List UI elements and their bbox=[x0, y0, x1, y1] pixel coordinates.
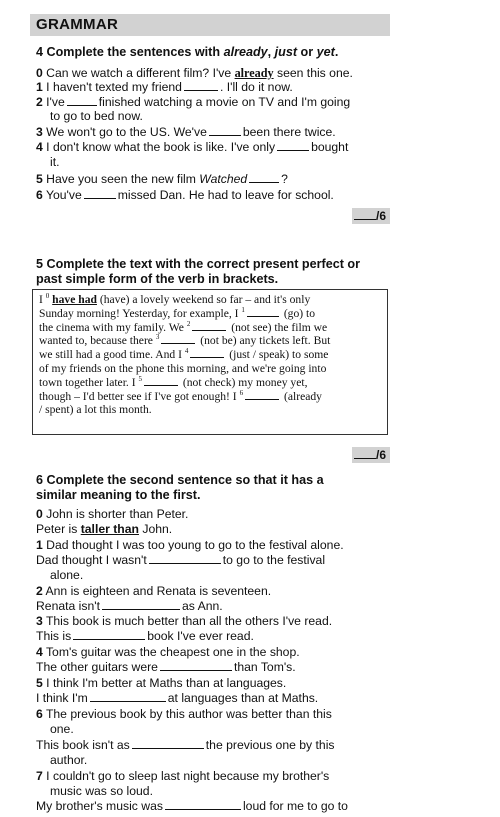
answer-blank[interactable] bbox=[102, 599, 180, 610]
answer-blank[interactable] bbox=[209, 125, 241, 136]
example-answer: already bbox=[234, 66, 274, 80]
ex6-item-1-s2: Dad thought I wasn't to go to the festival bbox=[36, 553, 326, 567]
text-line: the cinema with my family. We $^2$ (not see) the film we bbox=[39, 319, 328, 334]
ex6-item-3-s2: This is book I've ever read. bbox=[36, 629, 254, 643]
answer-blank[interactable] bbox=[184, 80, 218, 91]
ex6-item-0-s2: Peter is taller than John. bbox=[36, 522, 173, 536]
example-answer: taller than bbox=[80, 522, 139, 536]
ex6-item-5-s1: 5 I think I'm better at Maths than at languages. bbox=[36, 676, 287, 690]
answer-blank[interactable] bbox=[245, 390, 279, 400]
text-line: we still had a good time. And I $^4$ (just / speak) to some bbox=[39, 347, 329, 362]
ex6-item-7-s1-cont: music was so loud. bbox=[50, 784, 153, 798]
answer-blank[interactable] bbox=[277, 140, 309, 151]
section-title: GRAMMAR bbox=[36, 16, 119, 33]
ex6-item-1-s1: 1 Dad thought I was too young to go to the festival alone. bbox=[36, 538, 344, 552]
answer-blank[interactable] bbox=[190, 348, 224, 358]
ex4-item-6: 6 You've missed Dan. He had to leave for school. bbox=[36, 188, 334, 202]
answer-blank[interactable] bbox=[149, 553, 221, 564]
text-line: Sunday morning! Yesterday, for example, I $^1$ (go) to bbox=[39, 305, 316, 320]
text-line: I $^0$ have had (have) a lovely weekend so far – and it's only bbox=[39, 292, 311, 306]
ex5-score-box: /6 bbox=[352, 447, 390, 463]
ex6-item-4-s2: The other guitars were than Tom's. bbox=[36, 660, 296, 674]
text-line: town together later. I $^5$ (not check) my money yet, bbox=[39, 374, 308, 389]
answer-blank[interactable] bbox=[247, 307, 279, 317]
score-blank[interactable] bbox=[354, 448, 376, 459]
text-line: wanted to, because there $^3$ (not be) any tickets left. But bbox=[39, 333, 331, 348]
answer-blank[interactable] bbox=[161, 334, 195, 344]
ex6-item-6-s1: 6 The previous book by this author was better than this bbox=[36, 707, 332, 721]
ex6-item-6-s1-cont: one. bbox=[50, 722, 74, 736]
answer-blank[interactable] bbox=[67, 95, 97, 106]
answer-blank[interactable] bbox=[73, 629, 145, 640]
ex6-item-1-s2-cont: alone. bbox=[50, 568, 84, 582]
text-line: / spent) a lot this month. bbox=[39, 403, 152, 417]
ex4-item-4-cont: it. bbox=[50, 155, 60, 169]
ex5-heading-line2: past simple form of the verb in brackets. bbox=[36, 272, 279, 286]
answer-blank[interactable] bbox=[84, 188, 116, 199]
answer-blank[interactable] bbox=[165, 799, 241, 810]
ex4-heading: 4 Complete the sentences with already, just or yet. bbox=[36, 45, 339, 59]
answer-blank[interactable] bbox=[90, 691, 166, 702]
ex4-item-1: 1 I haven't texted my friend . I'll do it now. bbox=[36, 80, 293, 94]
ex6-item-7-s1: 7 I couldn't go to sleep last night because my brother's bbox=[36, 769, 330, 783]
ex4-item-0: 0 Can we watch a different film? I've already seen this one. bbox=[36, 66, 353, 80]
ex6-item-4-s1: 4 Tom's guitar was the cheapest one in the shop. bbox=[36, 645, 300, 659]
answer-blank[interactable] bbox=[144, 376, 178, 386]
section-banner bbox=[30, 14, 390, 36]
ex4-score-box: /6 bbox=[352, 208, 390, 224]
ex5-heading-line1: 5 Complete the text with the correct present perfect or bbox=[36, 257, 361, 271]
ex6-heading-line2: similar meaning to the first. bbox=[36, 488, 201, 502]
text-line: though – I'd better see if I've got enough! I $^6$ (already bbox=[39, 388, 322, 403]
answer-blank[interactable] bbox=[160, 660, 232, 671]
ex6-item-6-s2: This book isn't as the previous one by this bbox=[36, 738, 335, 752]
ex5-text-box bbox=[32, 289, 388, 435]
ex6-item-3-s1: 3 This book is much better than all the others I've read. bbox=[36, 614, 333, 628]
ex6-item-2-s1: 2 Ann is eighteen and Renata is seventeen. bbox=[36, 584, 272, 598]
answer-blank[interactable] bbox=[192, 321, 226, 331]
answer-blank[interactable] bbox=[132, 738, 204, 749]
ex6-item-6-s2-cont: author. bbox=[50, 753, 88, 767]
ex6-item-7-s2: My brother's music was loud for me to go to bbox=[36, 799, 348, 813]
answer-blank[interactable] bbox=[249, 172, 279, 183]
ex6-heading-line1: 6 Complete the second sentence so that it has a bbox=[36, 473, 324, 487]
text-line: of my friends on the phone this morning, and we're going into bbox=[39, 361, 327, 375]
ex4-item-4: 4 I don't know what the book is like. I've only bought bbox=[36, 140, 349, 154]
ex6-item-5-s2: I think I'm at languages than at Maths. bbox=[36, 691, 319, 705]
ex6-item-0-s1: 0 John is shorter than Peter. bbox=[36, 507, 189, 521]
ex4-item-2: 2 I've finished watching a movie on TV and I'm going bbox=[36, 95, 351, 109]
score-blank[interactable] bbox=[354, 209, 376, 220]
ex4-item-2-cont: to go to bed now. bbox=[50, 109, 143, 123]
ex4-item-3: 3 We won't go to the US. We've been there twice. bbox=[36, 125, 336, 139]
ex4-item-5: 5 Have you seen the new film Watched ? bbox=[36, 172, 288, 186]
ex6-item-2-s2: Renata isn't as Ann. bbox=[36, 599, 223, 613]
